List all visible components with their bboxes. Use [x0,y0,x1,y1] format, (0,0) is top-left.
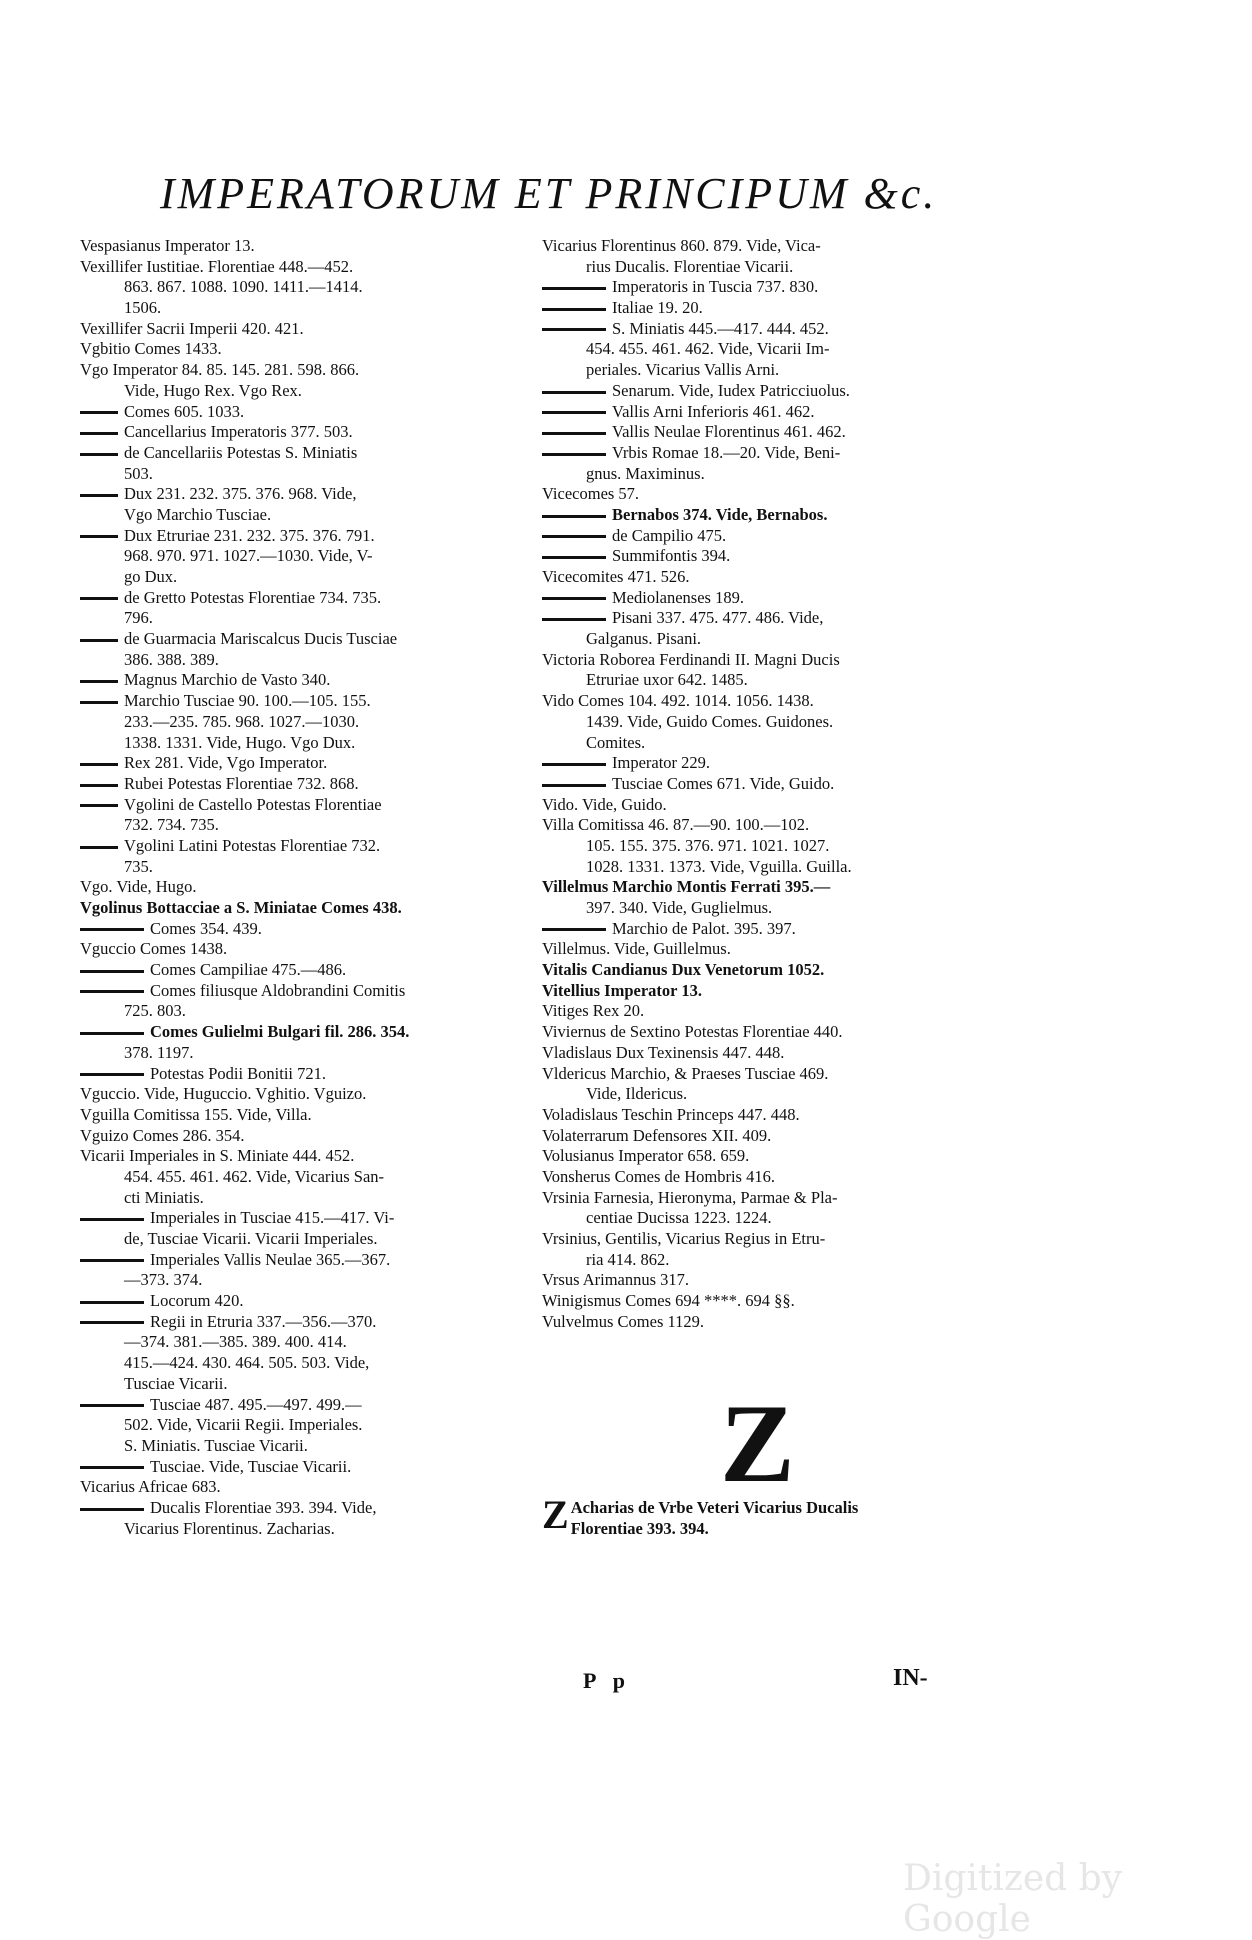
index-line [542,257,984,278]
index-line-text: Magnus Marchio de Vasto 340. [124,670,331,690]
ditto-dash [542,928,606,931]
index-line [542,567,984,588]
index-line [542,1312,984,1333]
ditto-dash [80,928,144,931]
index-line [542,836,984,857]
catchword: IN- [893,1665,928,1691]
index-line [80,1519,520,1540]
ditto-dash [542,411,606,414]
index-line-text: Villelmus. Vide, Guillelmus. [542,939,731,959]
index-line [80,1001,520,1022]
ditto-dash [542,287,606,290]
index-line-text: Vgo Imperator 84. 85. 145. 281. 598. 866. [80,360,360,380]
index-line-text: Victoria Roborea Ferdinandi II. Magni Ducis [542,649,840,669]
index-line [542,339,984,360]
ditto-dash [80,432,118,435]
index-line-text: Vldericus Marchio, & Praeses Tusciae 469. [542,1063,829,1083]
index-line [80,1043,520,1064]
index-line [542,1001,984,1022]
ditto-dash [542,784,606,787]
index-line-text: go Dux. [124,567,178,586]
index-line-text: Tusciae Vicarii. [124,1373,228,1393]
ditto-dash [80,1404,144,1407]
index-line [542,608,984,629]
index-line-text: Vicarii Imperiales in S. Miniate 444. 452. [80,1146,355,1166]
index-line-text: Rex 281. Vide, Vgo Imperator. [124,753,328,773]
index-column-left [80,236,520,1539]
ditto-dash [80,494,118,497]
index-line-text: Vgo Marchio Tusciae. [124,504,272,524]
index-line-text: Vespasianus Imperator 13. [80,236,255,255]
index-line [542,877,984,898]
index-line-text: Rubei Potestas Florentiae 732. 868. [124,773,359,793]
index-line-text: cti Miniatis. [124,1187,204,1207]
index-line [542,1167,984,1188]
index-line [542,443,984,464]
index-line [542,484,984,505]
index-line [542,546,984,567]
index-line [80,1374,520,1395]
index-line [542,691,984,712]
index-line-text: Villa Comitissa 46. 87.—90. 100.—102. [542,815,810,835]
index-line-text: Senarum. Vide, Iudex Patricciuolus. [612,380,850,400]
index-line-text: rius Ducalis. Florentiae Vicarii. [586,256,794,276]
ditto-dash [80,990,144,993]
index-line [542,298,984,319]
index-line [80,774,520,795]
index-line [542,960,984,981]
ditto-dash [80,701,118,704]
index-line-text: Vrsinius, Gentilis, Vicarius Regius in Etru- [542,1229,826,1248]
index-line-text: 1506. [124,298,162,318]
ditto-dash [542,763,606,766]
index-line [80,546,520,567]
index-line-text: Mediolanenses 189. [612,587,744,607]
section-letter: Z [720,1382,795,1506]
index-line-text: Vrsus Arimannus 317. [542,1270,690,1290]
index-line [80,484,520,505]
index-line-text: Ducalis Florentiae 393. 394. Vide, [150,1497,377,1517]
index-line [80,360,520,381]
index-line-text: Vexillifer Iustitiae. Florentiae 448.—452. [80,256,354,276]
ditto-dash [80,1259,144,1262]
index-line [80,753,520,774]
ditto-dash [80,1321,144,1324]
index-line [542,1064,984,1085]
index-line-text: Locorum 420. [150,1291,244,1311]
index-line [80,1395,520,1416]
index-line-text: Comes 605. 1033. [124,401,245,421]
index-line [80,1105,520,1126]
index-line [542,898,984,919]
index-line [542,1126,984,1147]
index-line-text: Vgolinus Bottacciae a S. Miniatae Comes 438. [80,898,402,917]
index-line [80,236,520,257]
index-line-text: —373. 374. [124,1270,203,1290]
index-line [80,1167,520,1188]
index-line-text: Vido. Vide, Guido. [542,794,667,814]
index-line-text: Summifontis 394. [612,546,731,566]
signature-mark: P p [583,1668,631,1693]
index-line [80,1250,520,1271]
ditto-dash [80,680,118,683]
index-line-text: periales. Vicarius Vallis Arni. [586,360,780,380]
index-line-text: Pisani 337. 475. 477. 486. Vide, [612,608,824,628]
index-line [542,1084,984,1105]
index-line-text: Vicarius Florentinus. Zacharias. [124,1518,335,1538]
index-line [542,1250,984,1271]
index-line-text: Villelmus Marchio Montis Ferrati 395.— [542,877,831,897]
index-line-text: Vicecomites 471. 526. [542,567,690,586]
index-line-text: Volusianus Imperator 658. 659. [542,1146,750,1166]
index-line-text: Imperiales in Tusciae 415.—417. Vi- [150,1208,395,1228]
index-line [80,1353,520,1374]
index-line-text: centiae Ducissa 1223. 1224. [586,1208,772,1228]
ditto-dash [80,804,118,807]
index-line-text: S. Miniatis. Tusciae Vicarii. [124,1435,308,1455]
index-line-text: 386. 388. 389. [124,649,219,669]
index-line-text: de Campilio 475. [612,525,727,545]
index-line [80,1064,520,1085]
ditto-dash [80,597,118,600]
index-line-text: 378. 1197. [124,1042,194,1062]
index-line [542,939,984,960]
index-line [80,588,520,609]
index-line-text: de Cancellariis Potestas S. Miniatis [124,442,358,462]
index-line [80,464,520,485]
index-line [80,608,520,629]
index-line [80,1498,520,1519]
index-line-text: Vguccio Comes 1438. [80,939,228,959]
index-line-text: Vallis Neulae Florentinus 461. 462. [612,422,846,442]
ditto-dash [80,411,118,414]
index-line-text: Potestas Podii Bonitii 721. [150,1063,327,1083]
index-line-text: Vicecomes 57. [542,484,640,504]
index-line [80,257,520,278]
index-line-text: gnus. Maximinus. [586,463,705,483]
index-line: Florentiae 393. 394. [570,1519,709,1538]
index-line [542,236,984,257]
ditto-dash [542,453,606,456]
ditto-dash [80,1466,144,1469]
index-line-text: de Gretto Potestas Florentiae 734. 735. [124,587,382,607]
ditto-dash [542,556,606,559]
index-line-text: S. Miniatis 445.—417. 444. 452. [612,318,829,338]
index-line-text: Italiae 19. 20. [612,298,703,318]
index-line [80,1229,520,1250]
index-line-text: Tusciae 487. 495.—497. 499.— [150,1394,362,1414]
index-line-text: 454. 455. 461. 462. Vide, Vicarius San- [124,1166,385,1186]
ditto-dash [80,1032,144,1035]
index-line-text: 397. 340. Vide, Guglielmus. [586,898,773,917]
index-line-text: Etruriae uxor 642. 1485. [586,670,748,690]
index-line [542,1188,984,1209]
index-line [542,857,984,878]
index-line-text: Vrbis Romae 18.—20. Vide, Beni- [612,442,841,462]
index-line [80,691,520,712]
index-line [542,1208,984,1229]
index-line [542,774,984,795]
index-line-text: Vgolini Latini Potestas Florentiae 732. [124,835,381,855]
index-line [80,877,520,898]
index-line-text: de, Tusciae Vicarii. Vicarii Imperiales. [124,1229,378,1248]
index-line [80,402,520,423]
index-line-text: Vgo. Vide, Hugo. [80,877,197,897]
index-line-text: Tusciae. Vide, Tusciae Vicarii. [150,1456,352,1476]
ditto-dash [542,597,606,600]
index-line [542,588,984,609]
ditto-dash [542,432,606,435]
index-line-text: 1439. Vide, Guido Comes. Guidones. [586,711,834,731]
index-line [542,1146,984,1167]
index-line [80,733,520,754]
drop-cap: Z [542,1492,569,1537]
index-line [542,464,984,485]
index-line [80,795,520,816]
index-line-text: Volaterrarum Defensores XII. 409. [542,1125,772,1145]
index-line-text: 502. Vide, Vicarii Regii. Imperiales. [124,1415,363,1435]
index-line [542,981,984,1002]
index-line [542,381,984,402]
index-line-text: Winigismus Comes 694 ****. 694 §§. [542,1291,795,1311]
index-line-text: Regii in Etruria 337.—356.—370. [150,1311,377,1331]
index-line [80,1126,520,1147]
index-line [80,960,520,981]
index-line [80,1208,520,1229]
index-line-text: Vguccio. Vide, Huguccio. Vghitio. Vguizo. [80,1084,367,1104]
index-line [542,1270,984,1291]
index-line [80,898,520,919]
index-line [80,1291,520,1312]
index-line-text: Vgolini de Castello Potestas Florentiae [124,794,382,814]
index-line-text: Comes 354. 439. [150,918,262,938]
index-line [80,939,520,960]
index-line [542,360,984,381]
index-line-text: Vladislaus Dux Texinensis 447. 448. [542,1042,785,1062]
watermark: Digitized by Google [903,1858,1123,1940]
index-column-right [542,236,984,1332]
index-line [542,319,984,340]
index-line-text: 796. [124,608,153,628]
index-line [542,1105,984,1126]
index-line [80,1270,520,1291]
index-line-text: 454. 455. 461. 462. Vide, Vicarii Im- [586,339,830,359]
index-line-text: Vguilla Comitissa 155. Vide, Villa. [80,1104,312,1124]
index-line-text: Vrsinia Farnesia, Hieronyma, Parmae & Pla- [542,1187,838,1207]
index-line [542,505,984,526]
index-line-text: Imperiales Vallis Neulae 365.—367. [150,1249,391,1269]
index-line [542,919,984,940]
index-line [80,919,520,940]
index-line-text: Marchio de Palot. 395. 397. [612,918,796,938]
ditto-dash [542,391,606,394]
index-line-text: Cancellarius Imperatoris 377. 503. [124,422,353,442]
index-line-text: Comes filiusque Aldobrandini Comitis [150,980,406,1000]
index-line [542,670,984,691]
index-line [80,1084,520,1105]
index-entry-zacharias [542,1492,859,1539]
ditto-dash [542,535,606,538]
index-line [542,1229,984,1250]
index-line-text: Vido Comes 104. 492. 1014. 1056. 1438. [542,691,814,711]
ditto-dash [80,639,118,642]
index-line-text: Voladislaus Teschin Princeps 447. 448. [542,1104,800,1124]
ditto-dash [80,1301,144,1304]
index-line: Acharias de Vrbe Veteri Vicarius Ducalis [570,1498,859,1517]
index-line [80,836,520,857]
index-line [80,857,520,878]
index-line [80,1312,520,1333]
index-line [80,1415,520,1436]
index-line [542,1291,984,1312]
index-line [542,277,984,298]
index-line-text: Comes Gulielmi Bulgari fil. 286. 354. [150,1022,410,1042]
ditto-dash [80,784,118,787]
index-line-text: ria 414. 862. [586,1249,670,1269]
index-line [80,443,520,464]
index-line [80,1188,520,1209]
index-line-text: Comites. [586,732,646,752]
ditto-dash [80,846,118,849]
index-line [542,422,984,443]
index-line-text: Comes Campiliae 475.—486. [150,960,347,980]
ditto-dash [80,1073,144,1076]
index-line [80,1457,520,1478]
index-line [80,319,520,340]
index-line-text: Vulvelmus Comes 1129. [542,1311,705,1331]
index-line [542,629,984,650]
index-line-text: Vitellius Imperator 13. [542,980,702,1000]
index-line-text: Vicarius Africae 683. [80,1477,221,1497]
index-line-text: Imperator 229. [612,753,711,773]
index-line-text: Viviernus de Sextino Potestas Florentiae 440. [542,1022,843,1042]
index-line [80,1332,520,1353]
index-line-text: Vitiges Rex 20. [542,1001,645,1021]
index-line [80,629,520,650]
index-line-text: Dux Etruriae 231. 232. 375. 376. 791. [124,525,375,545]
index-line [80,650,520,671]
index-line [542,650,984,671]
ditto-dash [542,618,606,621]
index-line [80,815,520,836]
index-line-text: Vgbitio Comes 1433. [80,339,222,359]
index-line-text: 503. [124,463,153,483]
index-line-text: Imperatoris in Tuscia 737. 830. [612,277,819,297]
index-line [80,277,520,298]
index-line [80,1477,520,1498]
index-line [80,567,520,588]
index-line [542,753,984,774]
index-line-text: 863. 867. 1088. 1090. 1411.—1414. [124,277,363,297]
index-line-text: 233.—235. 785. 968. 1027.—1030. [124,711,360,731]
index-line-text: Vitalis Candianus Dux Venetorum 1052. [542,960,825,980]
index-line [542,402,984,423]
index-line-text: 1338. 1331. Vide, Hugo. Vgo Dux. [124,732,356,752]
index-line [80,1146,520,1167]
index-line [80,712,520,733]
ditto-dash [80,763,118,766]
index-line [542,1043,984,1064]
index-line [542,1022,984,1043]
ditto-dash [80,970,144,973]
ditto-dash [80,535,118,538]
index-line-text: Vallis Arni Inferioris 461. 462. [612,401,815,421]
index-line [80,422,520,443]
index-line-text: —374. 381.—385. 389. 400. 414. [124,1332,347,1352]
ditto-dash [80,1508,144,1511]
index-line-text: 732. 734. 735. [124,815,219,835]
index-line [542,795,984,816]
index-line [80,339,520,360]
index-line-text: Dux 231. 232. 375. 376. 968. Vide, [124,484,357,504]
index-line [80,981,520,1002]
index-line-text: Galganus. Pisani. [586,629,702,649]
index-line-text: Vide, Hugo Rex. Vgo Rex. [124,380,302,400]
index-line-text: 415.—424. 430. 464. 505. 503. Vide, [124,1353,370,1373]
ditto-dash [80,1218,144,1221]
index-line-text: Tusciae Comes 671. Vide, Guido. [612,773,835,793]
ditto-dash [542,515,606,518]
index-line [80,526,520,547]
index-line-text: 735. [124,856,153,876]
index-line [80,298,520,319]
index-line-text: Vicarius Florentinus 860. 879. Vide, Vica- [542,236,821,255]
index-line [80,1436,520,1457]
page-title: IMPERATORUM ET PRINCIPUM &c. [160,169,938,218]
index-line-text: 1028. 1331. 1373. Vide, Vguilla. Guilla. [586,856,852,876]
index-line [80,1022,520,1043]
index-line-text: Vide, Ildericus. [586,1084,688,1104]
ditto-dash [80,453,118,456]
ditto-dash [542,328,606,331]
index-line-text: de Guarmacia Mariscalcus Ducis Tusciae [124,629,398,649]
index-line [542,712,984,733]
index-line-text: Bernabos 374. Vide, Bernabos. [612,504,828,524]
index-line-text: Marchio Tusciae 90. 100.—105. 155. [124,691,371,711]
index-line-text: Vguizo Comes 286. 354. [80,1125,245,1145]
index-line-text: 968. 970. 971. 1027.—1030. Vide, V- [124,546,373,566]
index-line-text: 105. 155. 375. 376. 971. 1021. 1027. [586,835,830,855]
index-line-text: 725. 803. [124,1001,186,1021]
ditto-dash [542,308,606,311]
index-line [542,526,984,547]
index-line [80,381,520,402]
index-line [80,670,520,691]
index-line [80,505,520,526]
index-line-text: Vexillifer Sacrii Imperii 420. 421. [80,318,304,338]
index-line [542,733,984,754]
index-line [542,815,984,836]
index-line-text: Vonsherus Comes de Hombris 416. [542,1166,775,1186]
